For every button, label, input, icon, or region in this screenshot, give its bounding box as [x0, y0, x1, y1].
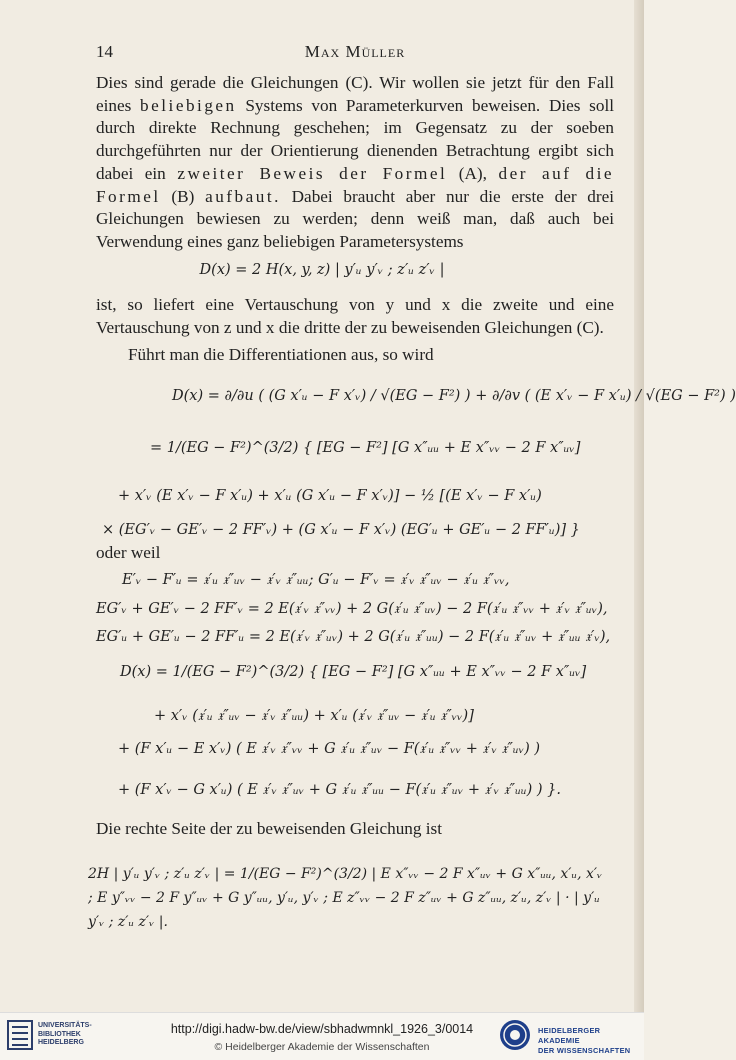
equation-11: + (F x′ᵤ − E x′ᵥ) ( E 𝔵′ᵥ 𝔵″ᵥᵥ + G 𝔵′ᵤ 𝔵″ᵤᵥ − F(𝔵′ᵤ 𝔵″ᵥᵥ + 𝔵′ᵥ 𝔵″ᵤᵥ) ): [118, 741, 541, 757]
equation-9: D(x) = 1/(EG − F²)^(3/2) { [EG − F²] [G x″ᵤᵤ + E x″ᵥᵥ − 2 F x″ᵤᵥ]: [120, 664, 587, 680]
emphasis-span: der auf die Formel: [96, 163, 615, 206]
emphasis-span: beliebigen: [140, 95, 237, 115]
equation-2: D(x) = ∂/∂u ( (G x′ᵤ − F x′ᵥ) / √(EG − F²) ) + ∂/∂v ( (E x′ᵥ − F x′ᵤ) / √(EG − F²) ): [172, 388, 736, 404]
text-span: Dies sind gerade die Gleichungen (C). Wir wollen sie jetzt für den Fall eines: [96, 73, 614, 115]
text-span: (A),: [447, 163, 499, 183]
equation-7: EG′ᵥ + GE′ᵥ − 2 FF′ᵥ = 2 E(𝔵′ᵥ 𝔵″ᵥᵥ) + 2 G(𝔵′ᵤ 𝔵″ᵤᵥ) − 2 F(𝔵′ᵤ 𝔵″ᵥᵥ + 𝔵′ᵥ 𝔵″ᵤᵥ),: [96, 601, 608, 617]
equation-6: E′ᵥ − F′ᵤ = 𝔵′ᵤ 𝔵″ᵤᵥ − 𝔵′ᵥ 𝔵″ᵤᵤ; G′ᵤ − F′ᵥ = 𝔵′ᵥ 𝔵″ᵤᵥ − 𝔵′ᵤ 𝔵″ᵥᵥ,: [122, 572, 510, 588]
equation-3: = 1/(EG − F²)^(3/2) { [EG − F²] [G x″ᵤᵤ + E x″ᵥᵥ − 2 F x″ᵤᵥ]: [150, 440, 581, 456]
text-span: (B): [160, 186, 206, 206]
running-head: Max Müller: [304, 42, 406, 61]
copyright-notice: © Heidelberger Akademie der Wissenschaften: [214, 1041, 430, 1053]
paragraph-intro: [96, 72, 614, 254]
permalink-url[interactable]: http://digi.hadw-bw.de/view/sbhadwmnkl_1926_3/0014: [170, 1022, 474, 1036]
paragraph-3: Führt man die Differentiationen aus, so wird: [128, 345, 434, 364]
page-edge: [634, 0, 644, 1012]
equation-13: 2H | y′ᵤ y′ᵥ ; z′ᵤ z′ᵥ | = 1/(EG − F²)^(3/2) | E x″ᵥᵥ − 2 F x″ᵤᵥ + G x″ᵤᵤ, x′ᵤ, x′ᵥ ; E y″ᵥᵥ − 2 F y″ᵤᵥ + G y″ᵤᵤ, y′ᵤ, y′ᵥ ; E z″ᵥᵥ − 2 F z″ᵤᵥ + G z″ᵤᵤ, z′ᵤ, z′ᵥ | · | y′ᵤ y′ᵥ ; z′ᵤ z′ᵥ |.: [88, 866, 603, 930]
paragraph-4: oder weil: [96, 543, 161, 562]
equation-4: + x′ᵥ (E x′ᵥ − F x′ᵤ) + x′ᵤ (G x′ᵤ − F x′ᵥ)] − ½ [(E x′ᵥ − F x′ᵤ): [118, 488, 542, 504]
equation-1: D(x) = 2 H(x, y, z) | y′ᵤ y′ᵥ ; z′ᵤ z′ᵥ |: [199, 262, 445, 278]
footer-bar: [0, 1012, 644, 1060]
page-number: 14: [96, 42, 113, 61]
university-library-name: UNIVERSITÄTS- BIBLIOTHEK HEIDELBERG: [38, 1022, 92, 1046]
academy-seal-icon: [498, 1018, 532, 1052]
emphasis-span: zweiter Beweis der Formel: [177, 163, 448, 183]
text-span: Dabei braucht aber nur die erste der drei Gleichungen bewiesen zu werden; denn weiß man, daß auch bei Verwendung eines ganz beliebigen Parametersystems: [96, 186, 615, 251]
text-span: Systems von Parameterkurven beweisen. Dies soll durch direkte Rechnung geschehen; im Gegensatz zu der soeben durchgeführten nur der Orientierung dienenden Betrachtung ergibt sich dabei ein: [96, 95, 614, 183]
emphasis-span: aufbaut.: [205, 186, 281, 206]
equation-5: × (EG′ᵥ − GE′ᵥ − 2 FF′ᵥ) + (G x′ᵤ − F x′ᵥ) (EG′ᵤ + GE′ᵤ − 2 FF′ᵤ)] }: [102, 522, 580, 538]
paragraph-5: Die rechte Seite der zu beweisenden Gleichung ist: [96, 819, 443, 838]
academy-name: HEIDELBERGER AKADEMIE DER WISSENSCHAFTEN: [538, 1026, 631, 1055]
equation-8: EG′ᵤ + GE′ᵤ − 2 FF′ᵤ = 2 E(𝔵′ᵥ 𝔵″ᵤᵥ) + 2 G(𝔵′ᵤ 𝔵″ᵤᵤ) − 2 F(𝔵′ᵤ 𝔵″ᵤᵥ + 𝔵″ᵤᵤ 𝔵′ᵥ),: [96, 629, 611, 645]
equation-12: + (F x′ᵥ − G x′ᵤ) ( E 𝔵′ᵥ 𝔵″ᵤᵥ + G 𝔵′ᵤ 𝔵″ᵤᵤ − F(𝔵′ᵤ 𝔵″ᵤᵥ + 𝔵′ᵥ 𝔵″ᵤᵤ) ) }.: [118, 782, 562, 798]
paragraph-2: ist, so liefert eine Vertauschung von y und x die zweite und eine Vertauschung von z und x die dritte der zu beweisenden Gleichungen (C).: [96, 295, 614, 337]
equation-10: + x′ᵥ (𝔵′ᵤ 𝔵″ᵤᵥ − 𝔵′ᵥ 𝔵″ᵤᵤ) + x′ᵤ (𝔵′ᵥ 𝔵″ᵤᵥ − 𝔵′ᵤ 𝔵″ᵥᵥ)]: [154, 708, 474, 724]
page-header: [96, 42, 614, 62]
